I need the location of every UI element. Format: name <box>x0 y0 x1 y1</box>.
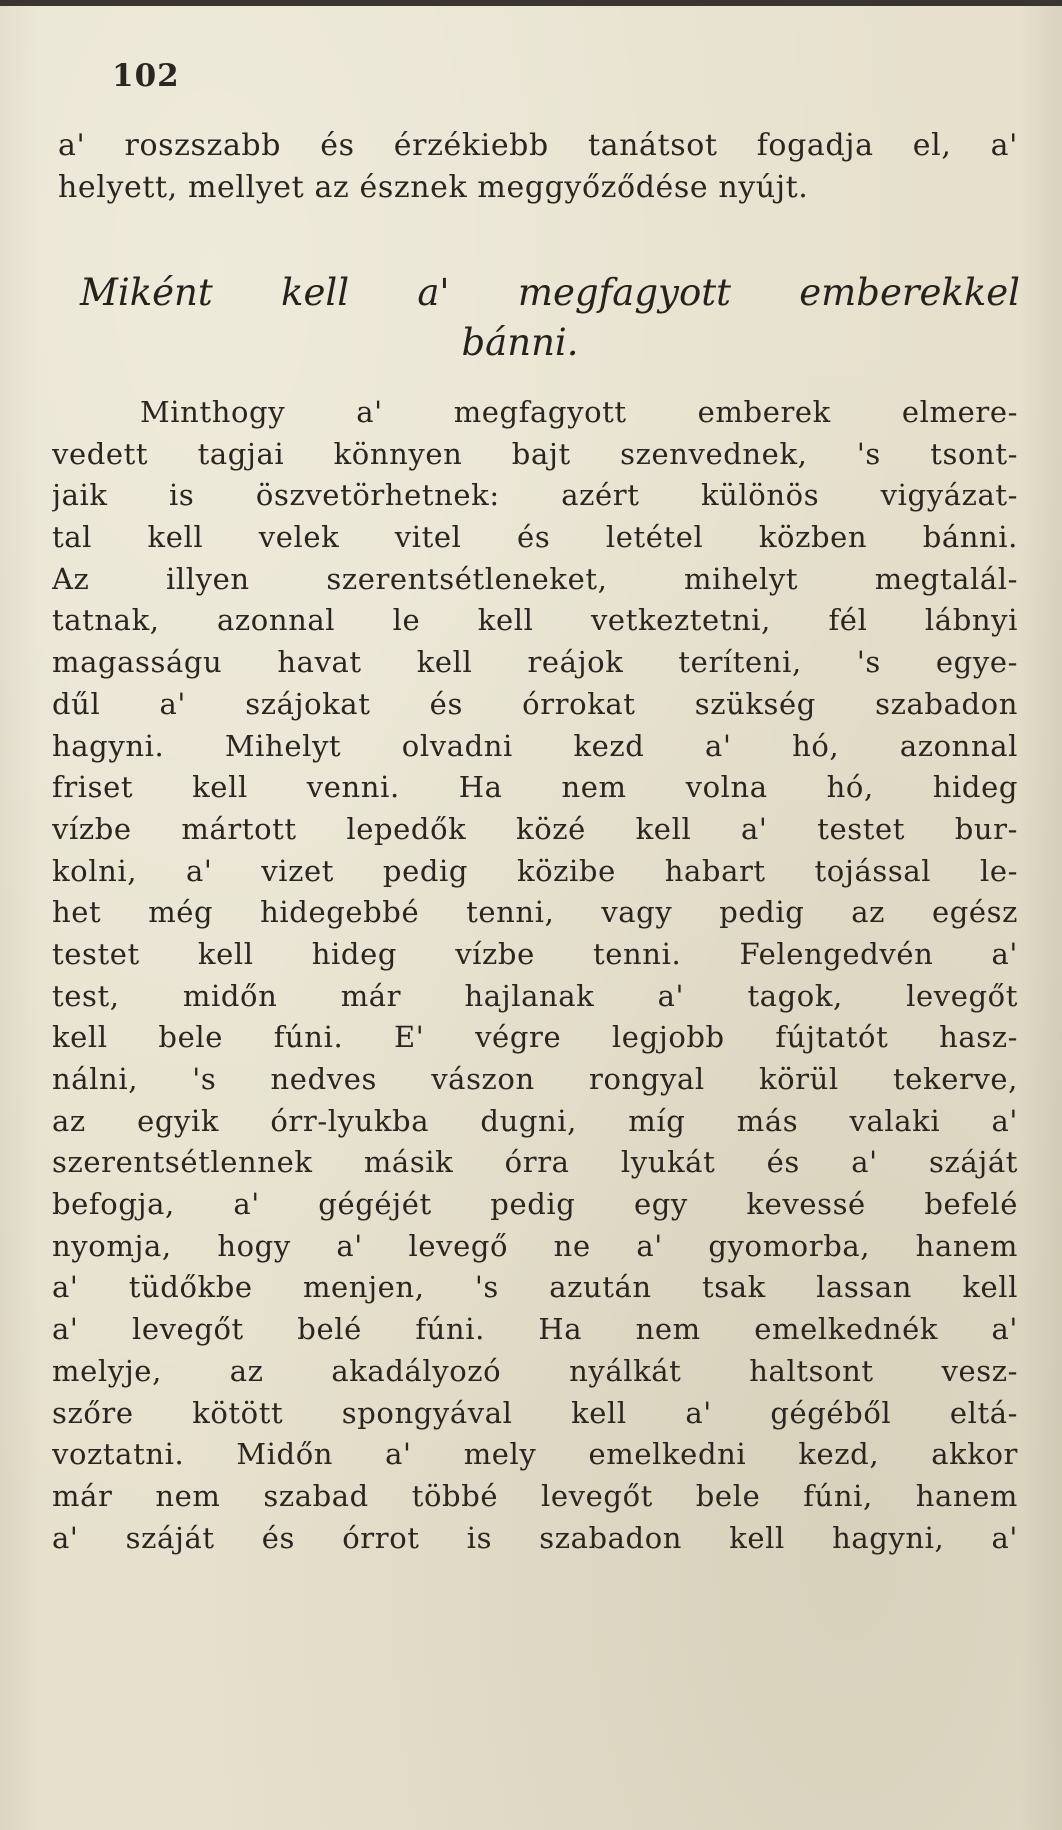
text-line: tatnak, azonnal le kell vetkeztetni, fél lábnyi <box>52 603 1018 638</box>
text-line: voztatni. Midőn a' mely emelkedni kezd, akkor <box>52 1437 1018 1472</box>
text-line: Az illyen szerentsétleneket, mihelyt megtalál- <box>52 561 1018 596</box>
page-top-edge <box>0 0 1062 6</box>
text-line: het még hidegebbé tenni, vagy pedig az egész <box>52 895 1018 930</box>
text-line: már nem szabad többé levegőt bele fúni, hanem <box>52 1478 1018 1513</box>
text-line: befogja, a' gégéjét pedig egy kevessé befelé <box>52 1187 1018 1222</box>
heading-line-2: bánni. <box>461 321 579 364</box>
page-number: 102 <box>112 58 180 94</box>
text-line: a' roszszabb és érzékiebb tanátsot fogadja el, a' <box>58 128 1018 163</box>
text-line: testet kell hideg vízbe tenni. Felengedvén a' <box>52 936 1018 971</box>
section-heading <box>80 268 1020 368</box>
text-line: nálni, 's nedves vászon rongyal körül tekerve, <box>52 1062 1018 1096</box>
text-line: nyomja, hogy a' levegő ne a' gyomorba, hanem <box>52 1228 1018 1263</box>
text-line: a' tüdőkbe menjen, 's azután tsak lassan kell <box>52 1270 1018 1305</box>
body-text <box>52 392 1018 1559</box>
text-line: melyje, az akadályozó nyálkát haltsont vesz- <box>52 1353 1018 1388</box>
text-line: szőre kötött spongyával kell a' gégéből eltá- <box>52 1395 1018 1430</box>
text-line: szerentsétlennek másik órra lyukát és a' száját <box>52 1145 1018 1180</box>
text-line: vízbe mártott lepedők közé kell a' testet bur- <box>52 811 1018 846</box>
text-line: jaik is öszvetörhetnek: azért különös vigyázat- <box>52 478 1018 513</box>
heading-line-1: Miként kell a' megfagyott emberekkel <box>80 271 1020 314</box>
text-line: helyett, mellyet az észnek meggyőződése nyújt. <box>58 169 809 205</box>
text-line: dűl a' szájokat és órrokat szükség szabadon <box>52 686 1018 721</box>
text-line: a' levegőt belé fúni. Ha nem emelkednék a' <box>52 1312 1018 1347</box>
text-line: friset kell venni. Ha nem volna hó, hideg <box>52 770 1018 805</box>
text-line: kell bele fúni. E' végre legjobb fújtatót hasz- <box>52 1020 1018 1055</box>
text-line: az egyik órr-lyukba dugni, míg más valaki a' <box>52 1103 1018 1138</box>
text-line: vedett tagjai könnyen bajt szenvednek, 's tsont- <box>52 436 1018 471</box>
text-line: a' száját és órrot is szabadon kell hagyni, a' <box>52 1520 1018 1555</box>
text-line: magasságu havat kell reájok teríteni, 's egye- <box>52 645 1018 680</box>
text-line: tal kell velek vitel és letétel közben bánni. <box>52 520 1018 555</box>
text-line: test, midőn már hajlanak a' tagok, levegőt <box>52 978 1018 1013</box>
text-line: kolni, a' vizet pedig közibe habart tojással le- <box>52 853 1018 888</box>
text-line: hagyni. Mihelyt olvadni kezd a' hó, azonnal <box>52 728 1018 763</box>
intro-text <box>58 125 1018 208</box>
text-line: Minthogy a' megfagyott emberek elmere- <box>140 395 1018 429</box>
